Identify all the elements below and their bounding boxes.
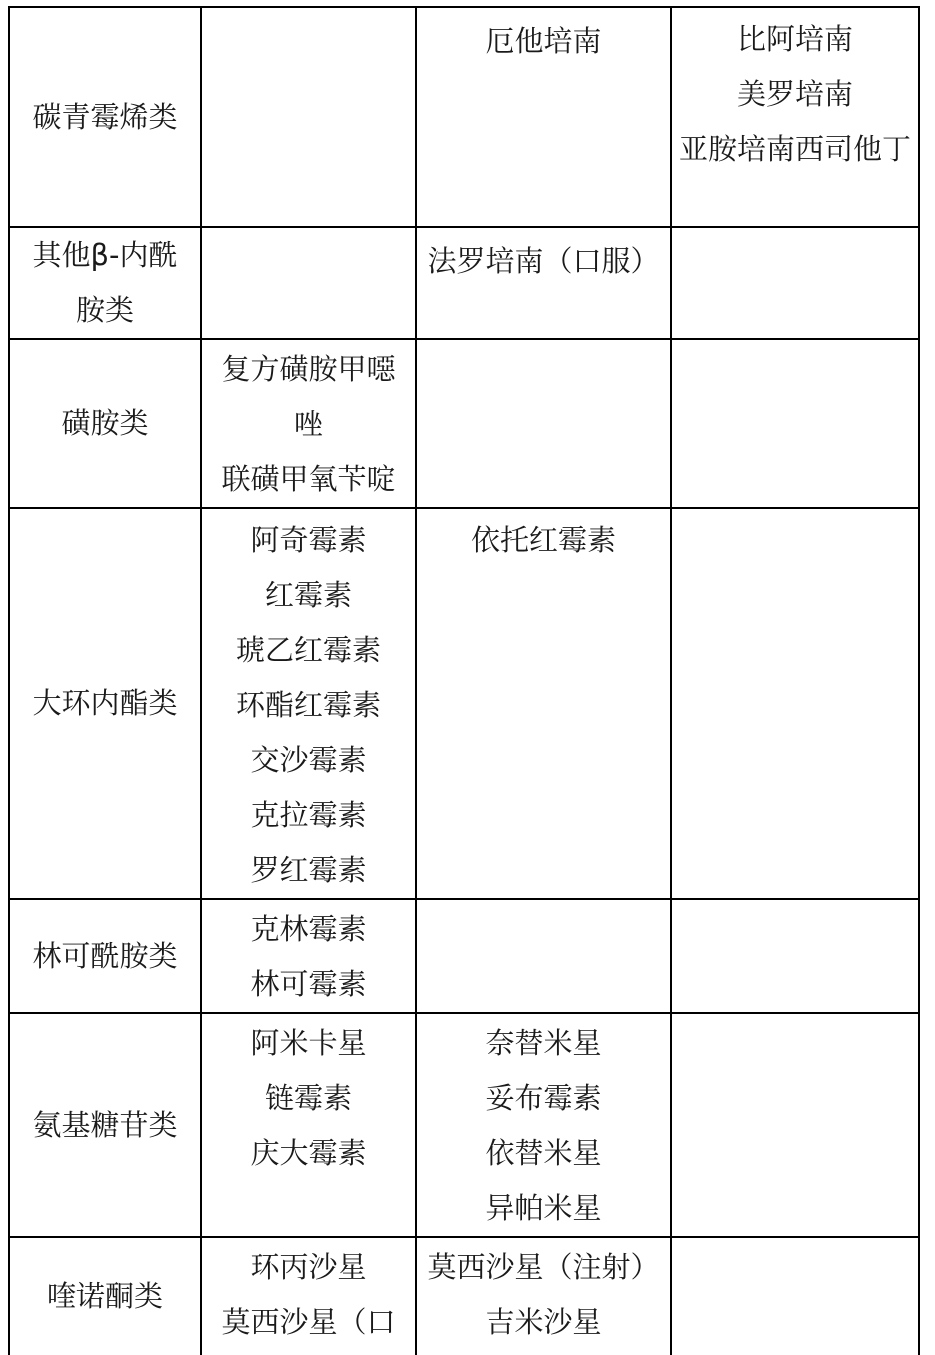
drug-name: 莫西沙星（注射）: [427, 1250, 660, 1284]
drug-name: 亚胺培南西司他丁: [678, 132, 911, 166]
drug-name: 美罗培南: [736, 77, 853, 111]
drug-list-cell: [201, 339, 416, 508]
drug-name: 交沙霉素: [250, 743, 367, 777]
drug-name: 比阿培南: [736, 22, 853, 56]
drug-list-cell: [201, 1237, 416, 1355]
drug-class-cell: [9, 1237, 201, 1355]
drug-class-cell: [9, 1013, 201, 1237]
drug-name: 依托红霉素: [470, 523, 616, 557]
drug-list-cell: [201, 227, 416, 339]
drug-list-cell: [671, 899, 919, 1013]
table-row: [9, 508, 919, 899]
drug-list-cell: [416, 227, 671, 339]
drug-name: 环丙沙星: [250, 1250, 367, 1284]
drug-class-label: 氨基糖苷类: [32, 1107, 178, 1142]
drug-list-cell: [201, 899, 416, 1013]
drug-name: 莫西沙星（口: [221, 1305, 396, 1339]
drug-list-cell: [416, 899, 671, 1013]
drug-name: 庆大霉素: [250, 1136, 367, 1170]
table-row: [9, 1237, 919, 1355]
drug-name: 奈替米星: [485, 1026, 602, 1060]
drug-name: 阿米卡星: [250, 1026, 367, 1060]
drug-list-cell: [671, 7, 919, 227]
drug-list-cell: [416, 339, 671, 508]
table-row: [9, 899, 919, 1013]
drug-name: 复方磺胺甲噁唑: [221, 352, 396, 441]
drug-class-cell: [9, 508, 201, 899]
table-row: [9, 1013, 919, 1237]
drug-classification-table: [8, 6, 920, 1355]
drug-name: 阿奇霉素: [250, 523, 367, 557]
drug-list-cell: [416, 1237, 671, 1355]
drug-class-label: 大环内酯类: [32, 686, 178, 720]
drug-list-cell: [671, 1237, 919, 1355]
drug-list-cell: [201, 508, 416, 899]
drug-class-cell: [9, 227, 201, 339]
drug-name: 琥乙红霉素: [235, 633, 381, 667]
drug-name: 罗红霉素: [250, 853, 367, 887]
drug-name: 异帕米星: [485, 1191, 602, 1225]
drug-name: 环酯红霉素: [235, 688, 381, 722]
drug-name: 吉米沙星: [485, 1305, 602, 1339]
drug-class-label: 碳青霉烯类: [32, 99, 178, 134]
drug-list-cell: [416, 7, 671, 227]
drug-class-cell: [9, 7, 201, 227]
table-row: [9, 227, 919, 339]
drug-list-cell: [416, 1013, 671, 1237]
drug-class-cell: [9, 339, 201, 508]
drug-list-cell: [671, 339, 919, 508]
drug-name: 依替米星: [485, 1136, 602, 1170]
drug-class-label: 其他β-内酰胺类: [32, 238, 178, 327]
drug-class-label: 林可酰胺类: [32, 938, 178, 973]
drug-name: 链霉素: [264, 1081, 352, 1115]
drug-name: 联磺甲氧苄啶: [221, 462, 396, 496]
drug-name: 克拉霉素: [250, 798, 367, 832]
drug-list-cell: [201, 7, 416, 227]
drug-class-label: 磺胺类: [61, 406, 149, 440]
drug-name: 红霉素: [264, 578, 352, 612]
drug-list-cell: [416, 508, 671, 899]
drug-list-cell: [671, 508, 919, 899]
drug-name: 厄他培南: [485, 24, 602, 58]
drug-name: 妥布霉素: [485, 1081, 602, 1115]
drug-class-label: 喹诺酮类: [46, 1279, 163, 1313]
drug-name: 克林霉素: [250, 912, 367, 946]
drug-name: 林可霉素: [250, 967, 367, 1001]
drug-list-cell: [671, 227, 919, 339]
table-row: [9, 339, 919, 508]
table-row: [9, 7, 919, 227]
drug-list-cell: [201, 1013, 416, 1237]
drug-classification-table-container: [8, 6, 918, 1355]
drug-class-cell: [9, 899, 201, 1013]
drug-list-cell: [671, 1013, 919, 1237]
drug-name: 法罗培南（口服）: [427, 244, 660, 278]
